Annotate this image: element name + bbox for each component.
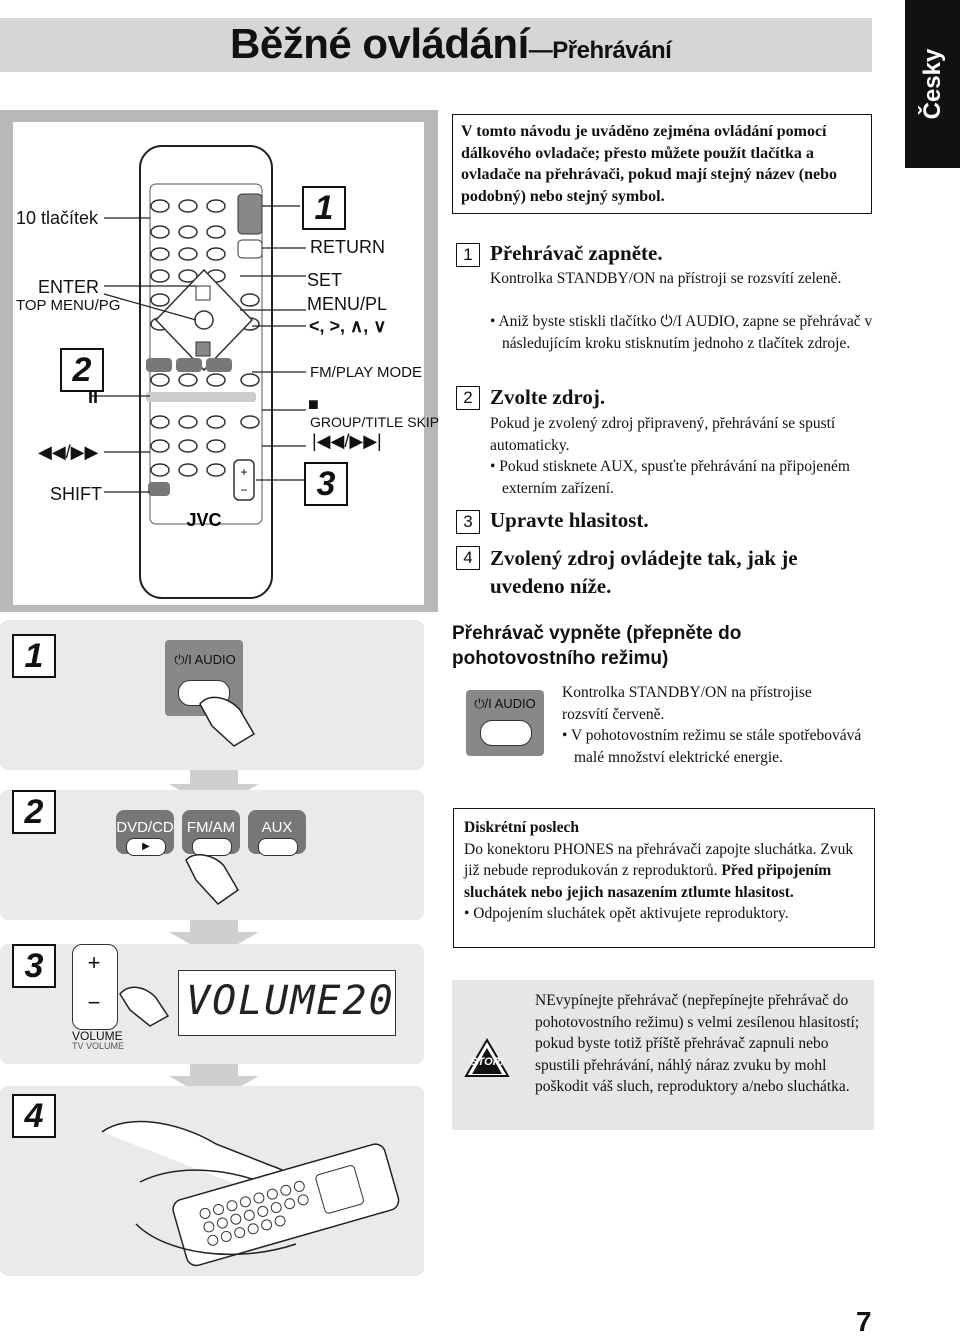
- page-title: Běžné ovládání—Přehrávání: [230, 20, 672, 67]
- label-shift: SHIFT: [50, 484, 102, 504]
- enter-button: [195, 311, 213, 329]
- step-1-bullet: • Aniž byste stiskli tlačítko ⏻/I AUDIO, zapne se přehrávač v následujícím kroku stisknutím jednoho z tlačítek zdroje.: [490, 313, 873, 352]
- brand-logo: JVC: [186, 510, 222, 530]
- svg-text:−: −: [240, 483, 248, 497]
- pause-icon: II: [88, 387, 99, 407]
- step-2-number: 2: [456, 386, 480, 410]
- volume-plus-button[interactable]: +: [87, 950, 101, 975]
- tv-volume-label: TV VOLUME: [72, 1041, 125, 1051]
- panel-step-4-badge: 4: [12, 1094, 56, 1138]
- label-return: RETURN: [310, 237, 385, 257]
- label-set: SET: [307, 270, 343, 290]
- cursor-icons: <, >, ∧, ∨: [309, 316, 387, 336]
- audio-power-label: ⏻/I AUDIO: [174, 652, 236, 667]
- step-4-number: 4: [456, 546, 480, 570]
- step-3-number: 3: [456, 510, 480, 534]
- top-right-button: [238, 194, 262, 234]
- skip-icon-2: |◀◀/▶▶|: [312, 431, 382, 451]
- step-2-heading: Zvolte zdroj.: [490, 385, 606, 409]
- hand-holding-remote: [96, 1104, 416, 1272]
- badge-step-3: 3: [304, 462, 348, 506]
- step-1-body: Kontrolka STANDBY/ON na přístroji se rozsvítí zeleně.: [490, 270, 842, 287]
- panel-step-1-badge: 1: [12, 634, 56, 678]
- volume-minus-button[interactable]: −: [87, 990, 101, 1015]
- volume-display: VOLUME20: [186, 978, 395, 1024]
- aux-button[interactable]: [258, 838, 298, 856]
- label-fm-play-mode: FM/PLAY MODE: [310, 364, 422, 381]
- headphones-note-text: Do konektoru PHONES na přehrávači zapojte sluchátka. Zvuk již nebude reprodukován z reproduktorů.: [464, 840, 854, 879]
- step-2-body: Pokud je zvolený zdroj připravený, přehrávání se spustí automaticky.: [490, 415, 836, 454]
- badge-step-1: 1: [302, 186, 346, 230]
- standby-button-label: ⏻/I AUDIO: [474, 696, 536, 711]
- finger-press-1: [190, 690, 260, 750]
- step-1-number: 1: [456, 243, 480, 267]
- panel-step-3-badge: 3: [12, 944, 56, 988]
- step-2-bullet: • Pokud stisknete AUX, spusťte přehrávání na připojeném externím zařízení.: [490, 458, 850, 497]
- volume-label: VOLUME: [72, 1029, 123, 1043]
- shift-button: [148, 482, 170, 496]
- headphones-note-bullet: • Odpojením sluchátek opět aktivujete reproduktory.: [464, 905, 789, 922]
- standby-text: Kontrolka STANDBY/ON na přístrojise rozsvítí červeně.: [562, 684, 812, 723]
- standby-heading: Přehrávač vypněte (přepněte do pohotovostního režimu): [452, 623, 742, 669]
- label-enter: ENTER: [38, 277, 100, 297]
- label-top-menu: TOP MENU/PG: [16, 297, 121, 314]
- panel-step-2-badge: 2: [12, 790, 56, 834]
- fm-am-button-frame: FM/AM: [182, 810, 240, 854]
- dvd-cd-button-frame: DVD/CD: [116, 810, 174, 854]
- label-ten-keys: 10 tlačítek: [16, 208, 99, 228]
- page-subtitle: —Přehrávání: [528, 37, 672, 64]
- language-tab: Česky: [905, 0, 960, 168]
- stop-label: STOP!: [470, 1056, 504, 1068]
- finger-press-3: [114, 980, 174, 1030]
- skip-icon: ◀◀/▶▶: [38, 442, 99, 462]
- label-group-title-skip: GROUP/TITLE SKIP: [310, 414, 440, 430]
- stop-icon: ■: [308, 394, 319, 414]
- finger-press-2: [176, 850, 246, 910]
- step-3-heading: Upravte hlasitost.: [490, 508, 649, 532]
- step-4-heading: Zvolený zdroj ovládejte tak, jak je uvedeno níže.: [490, 546, 798, 598]
- headphones-note: [453, 808, 875, 948]
- svg-text:+: +: [240, 465, 248, 479]
- page-number: 7: [856, 1306, 872, 1337]
- headphones-note-bold: Před připojením sluchátek nebo jejich nasazením ztlumte hlasitost.: [464, 862, 832, 901]
- badge-step-2: 2: [60, 348, 104, 392]
- headphones-note-title: Diskrétní poslech: [464, 819, 579, 836]
- label-menu: MENU/PL: [307, 294, 388, 314]
- warning-text: NEvypínejte přehrávač (nepřepínejte přehrávač do pohotovostního režimu) s velmi zesílenou hlasitostí; pokud byste totiž příště přehrávač zapnuli nebo spustili přehrávání, náhlý náraz zvuku by mohl poškodit váš sluch, reproduktory a/nebo sluchátka.: [535, 992, 860, 1095]
- standby-button[interactable]: [480, 720, 532, 746]
- dvd-cd-button[interactable]: ▶: [126, 838, 166, 856]
- step-1-heading: Přehrávač zapněte.: [490, 241, 663, 265]
- flow-arrow-1: [190, 770, 238, 784]
- aux-button-frame: AUX: [248, 810, 306, 854]
- intro-note: V tomto návodu je uváděno zejména ovládání pomocí dálkového ovladače; přesto můžete použít tlačítka a ovladače na přehrávači, pokud mají stejný název (nebo podobný) nebo stejný symbol.: [452, 114, 872, 214]
- standby-bullet: • V pohotovostním režimu se stále spotřebovává malé množství elektrické energie.: [562, 727, 862, 766]
